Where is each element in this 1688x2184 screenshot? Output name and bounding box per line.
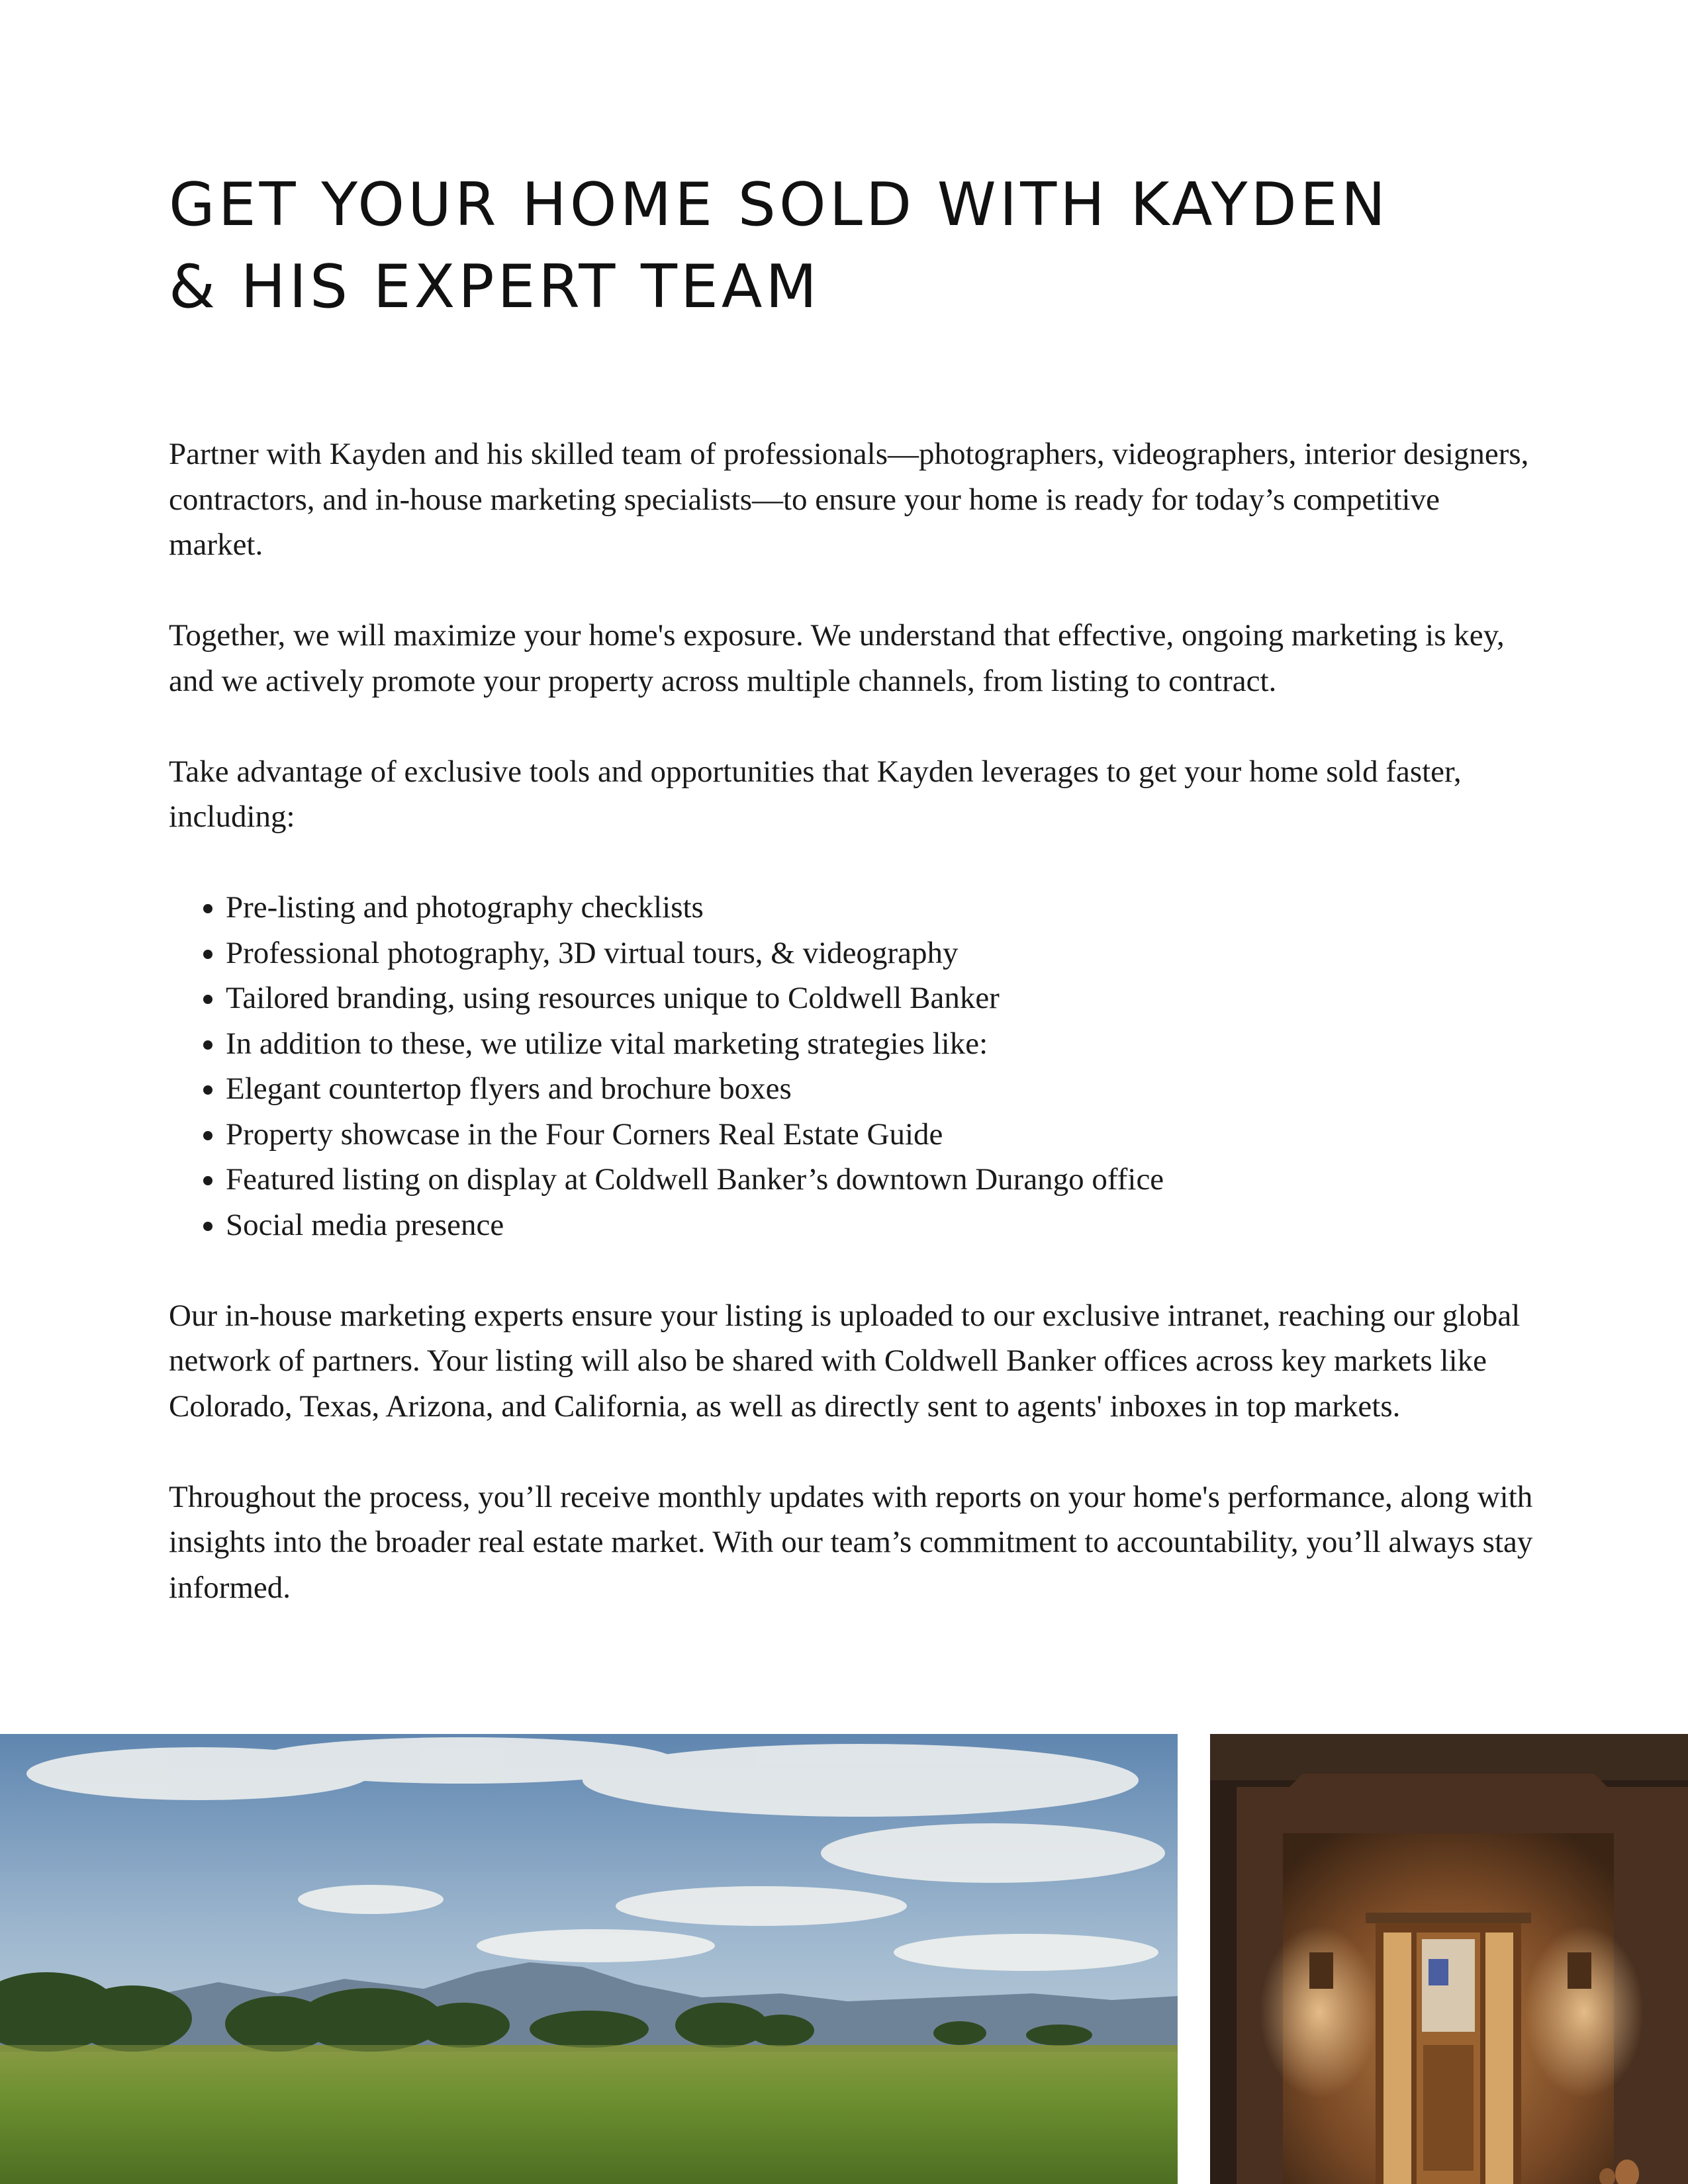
tools-paragraph: Take advantage of exclusive tools and opportunities that Kayden leverages to get your home sold faster, including: xyxy=(169,754,1462,834)
door-illustration xyxy=(1210,1734,1688,2184)
updates-paragraph: Throughout the process, you’ll receive monthly updates with reports on your home's performance, along with insights into the broader real estate market. With our team’s commitment to accountability, you’ll always stay informed. xyxy=(169,1479,1533,1605)
tools-list xyxy=(169,885,1539,1248)
exposure-paragraph: Together, we will maximize your home's exposure. We understand that effective, ongoing marketing is key, and we actively promote your property across multiple channels, from listing to contract. xyxy=(169,618,1505,698)
network-paragraph: Our in-house marketing experts ensure your listing is uploaded to our exclusive intranet, reaching our global network of partners. Your listing will also be shared with Coldwell Banker offices across key markets like Colorado, Texas, Arizona, and California, as well as directly sent to agents' inboxes in top markets. xyxy=(169,1298,1521,1424)
list-item: • Pre-listing and photography checklists xyxy=(226,885,1539,931)
list-item: • Featured listing on display at Coldwell Banker’s downtown Durango office xyxy=(226,1157,1539,1203)
intro-paragraph: Partner with Kayden and his skilled team of professionals—photographers, videographers, interior designers, contractors, and in-house marketing specialists—to ensure your home is ready for today’s competitive market. xyxy=(169,437,1529,562)
title-line-2: & HIS EXPERT TEAM xyxy=(169,252,821,322)
list-item: • Elegant countertop flyers and brochure boxes xyxy=(226,1066,1539,1112)
page-title xyxy=(169,164,1559,328)
list-item: • Property showcase in the Four Corners Real Estate Guide xyxy=(226,1112,1539,1158)
list-item: • Professional photography, 3D virtual tours, & videography xyxy=(226,931,1539,976)
front-door-photo xyxy=(1210,1734,1688,2184)
landscape-illustration xyxy=(0,1734,1178,2184)
list-item: • Tailored branding, using resources unique to Coldwell Banker xyxy=(226,976,1539,1021)
body-copy xyxy=(169,432,1539,1656)
title-line-1: GET YOUR HOME SOLD WITH KAYDEN xyxy=(169,170,1389,240)
list-item: • In addition to these, we utilize vital marketing strategies like: xyxy=(226,1021,1539,1067)
ranch-landscape-photo xyxy=(0,1734,1178,2184)
list-item: • Social media presence xyxy=(226,1203,1539,1248)
